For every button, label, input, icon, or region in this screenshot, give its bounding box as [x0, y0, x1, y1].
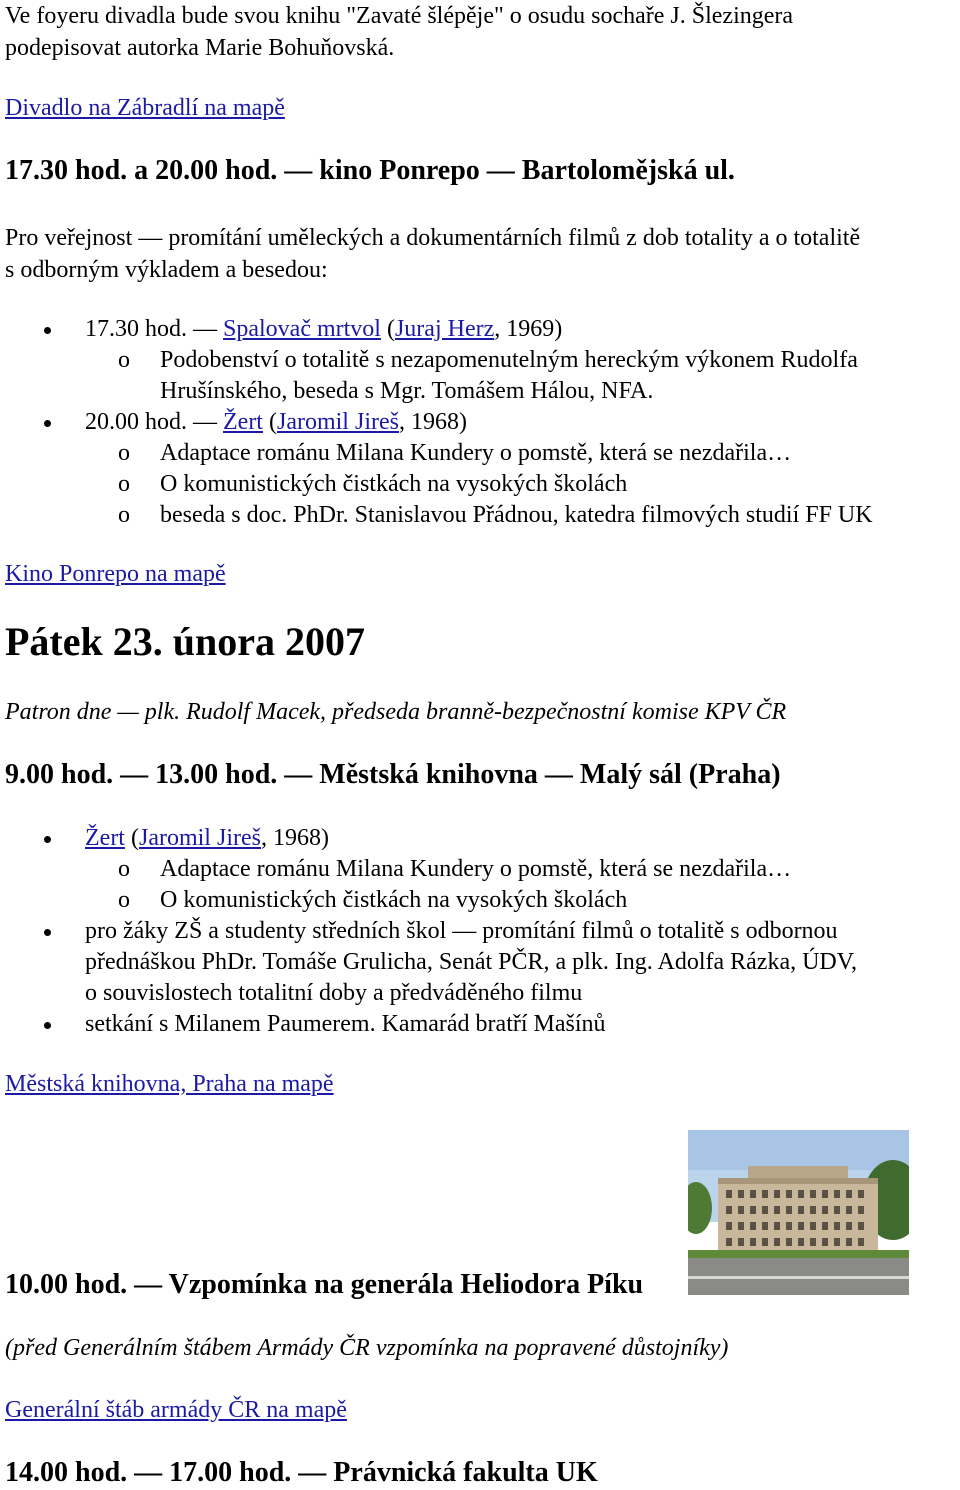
knihovna-heading: 9.00 hod. — 13.00 hod. — Městská knihovna — Malý sál (Praha) — [5, 759, 781, 790]
director-link-jires[interactable]: Jaromil Jireš — [276, 409, 399, 435]
kino-desc-line-2: s odborným výkladem a besedou: — [5, 257, 328, 283]
knihovna-program-list — [0, 823, 857, 1040]
kino-desc-line-1: Pro veřejnost — promítání uměleckých a dokumentárních filmů z dob totality a o totalitě — [5, 225, 861, 251]
kino-heading: 17.30 hod. a 20.00 hod. — kino Ponrepo — Bartolomějská ul. — [5, 155, 735, 186]
divadlo-map-link[interactable]: Divadlo na Zábradlí na mapě — [5, 95, 285, 121]
film-link-zert[interactable]: Žert — [223, 409, 263, 435]
director-link-jires[interactable]: Jaromil Jireš — [138, 825, 261, 851]
detail-item: o Adaptace románu Milana Kundery o pomstě, která se nezdařila… — [80, 854, 857, 885]
knihovna-item-1-details — [85, 854, 857, 916]
stab-map-link[interactable]: Generální štáb armády ČR na mapě — [5, 1397, 347, 1423]
film-link-zert[interactable]: Žert — [85, 825, 125, 851]
knihovna-program-item-3: setkání s Milanem Paumerem. Kamarád bratří Mašínů — [0, 1009, 857, 1040]
knihovna-map-link[interactable]: Městská knihovna, Praha na mapě — [5, 1071, 334, 1097]
detail-item: o Adaptace románu Milana Kundery o pomstě, která se nezdařila… — [80, 438, 873, 469]
knihovna-program-item-1: Žert (Jaromil Jireš, 1968) o Adaptace románu Milana Kundery o pomstě, která se nezdařila… o O komunistických čistkách na vysokých školách — [0, 823, 857, 916]
intro-line-2: podepisovat autorka Marie Bohuňovská. — [5, 35, 395, 61]
kino-item-2-details — [85, 438, 873, 531]
detail-item: o Podobenství o totalitě s nezapomenutelným hereckým výkonem Rudolfa Hrušínského, beseda s Mgr. Tomášem Hálou, NFA. — [80, 345, 873, 407]
kino-program-item-2: 20.00 hod. — Žert (Jaromil Jireš, 1968) o Adaptace románu Milana Kundery o pomstě, která se nezdařila… o O komunistických čistkách na vysokých školách o beseda s doc. PhDr. Stanislavou Přádnou, katedra filmových studií FF UK — [0, 407, 873, 531]
kino-map-link[interactable]: Kino Ponrepo na mapě — [5, 561, 226, 587]
faculty-heading: 14.00 hod. — 17.00 hod. — Právnická fakulta UK — [5, 1457, 598, 1488]
patron-text: Patron dne — plk. Rudolf Macek, předseda branně-bezpečnostní komise KPV ČR — [5, 699, 787, 725]
kino-program-list — [0, 314, 873, 531]
detail-item: o beseda s doc. PhDr. Stanislavou Přádnou, katedra filmových studií FF UK — [80, 500, 873, 531]
kino-item-1-details — [85, 345, 873, 407]
detail-item: o O komunistických čistkách na vysokých školách — [80, 885, 857, 916]
kino-description — [5, 222, 860, 286]
kino-program-item-1: 17.30 hod. — Spalovač mrtvol (Juraj Herz, 1969) o Podobenství o totalitě s nezapomenutelným hereckým výkonem Rudolfa Hrušínského, beseda s Mgr. Tomášem Hálou, NFA. — [0, 314, 873, 407]
general-staff-building-photo — [688, 1130, 909, 1295]
intro-line-1: Ve foyeru divadla bude svou knihu "Zavaté šlépěje" o osudu sochaře J. Šlezingera — [5, 3, 794, 29]
day-heading: Pátek 23. února 2007 — [5, 619, 365, 664]
intro-text — [5, 0, 793, 64]
director-link-herz[interactable]: Juraj Herz — [394, 316, 495, 342]
stab-note: (před Generálním štábem Armády ČR vzpomínka na popravené důstojníky) — [5, 1335, 729, 1361]
item-time: 20.00 hod. — — [85, 409, 223, 435]
detail-item: o O komunistických čistkách na vysokých školách — [80, 469, 873, 500]
item-time: 17.30 hod. — — [85, 316, 223, 342]
knihovna-program-item-2: pro žáky ZŠ a studenty středních škol — promítání filmů o totalitě s odbornou přednáškou PhDr. Tomáše Grulicha, Senát PČR, a plk. Ing. Adolfa Rázka, ÚDV, o souvislostech totalitní doby a předváděného filmu — [0, 916, 857, 1009]
stab-heading: 10.00 hod. — Vzpomínka na generála Heliodora Píku — [5, 1269, 644, 1300]
film-link-spalovac[interactable]: Spalovač mrtvol — [223, 316, 381, 342]
